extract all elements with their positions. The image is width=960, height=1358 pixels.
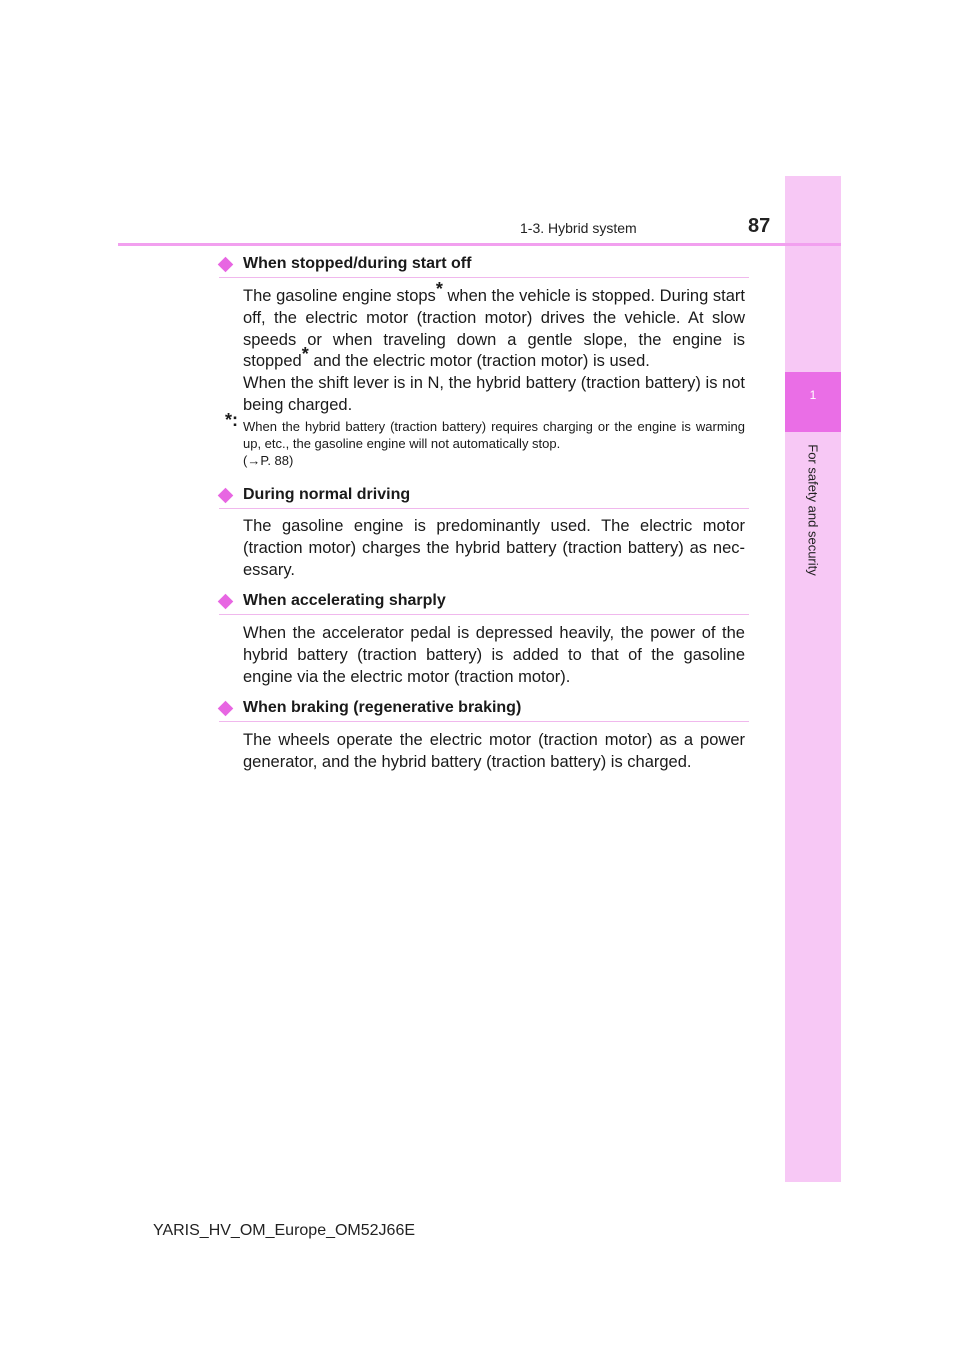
text-run: and the electric motor (traction motor) is used. bbox=[308, 352, 650, 371]
heading-braking bbox=[219, 699, 749, 722]
paragraph-braking: The wheels operate the electric motor (traction motor) as a power generator, and the hybrid battery (traction battery) is charged. bbox=[243, 731, 745, 771]
text-run: when the vehicle is stopped. During start off, the electric motor (traction motor) drives the vehicle. At slow speeds or when traveling down a gentle slope, the engine is stopped bbox=[243, 287, 745, 371]
chapter-tab-marker bbox=[785, 372, 841, 432]
paragraph-accelerating: When the accelerator pedal is depressed heavily, the power of the hybrid battery (traction battery) is added to that of the gasoline engine via the electric motor (traction motor). bbox=[243, 624, 745, 686]
header-divider bbox=[118, 243, 841, 246]
chapter-title: For safety and security bbox=[805, 444, 821, 576]
section-title: 1-3. Hybrid system bbox=[520, 220, 637, 236]
diamond-bullet-icon bbox=[218, 488, 234, 504]
paragraph-normal-driving: The gasoline engine is predominantly used. The electric motor (traction motor) charges the hybrid battery (traction battery) as nec-essary. bbox=[243, 517, 745, 579]
diamond-bullet-icon bbox=[218, 701, 234, 717]
page-reference-link[interactable]: (→P. 88) bbox=[243, 453, 294, 468]
diamond-bullet-icon bbox=[218, 257, 234, 273]
chapter-side-tab bbox=[785, 176, 841, 1182]
document-code: YARIS_HV_OM_Europe_OM52J66E bbox=[152, 1222, 416, 1239]
paragraph-shift-lever: When the shift lever is in N, the hybrid battery (traction battery) is not being charged. bbox=[243, 374, 745, 414]
diamond-bullet-icon bbox=[218, 594, 234, 610]
page-number: 87 bbox=[748, 215, 771, 237]
heading-stopped bbox=[219, 255, 749, 278]
heading-text: During normal driving bbox=[243, 486, 411, 503]
heading-text: When stopped/during start off bbox=[243, 255, 472, 272]
heading-normal-driving bbox=[219, 486, 749, 509]
footnote-marker: *: bbox=[225, 410, 238, 430]
asterisk-mark: * bbox=[301, 344, 309, 365]
heading-text: When braking (regenerative braking) bbox=[243, 699, 522, 716]
footnote bbox=[225, 412, 745, 469]
text-run: The gasoline engine stops bbox=[243, 287, 436, 305]
footnote-text: When the hybrid battery (traction battery) requires charging or the engine is warming up, etc., the gasoline engine will not automatically stop. bbox=[243, 419, 745, 451]
paragraph-stopped bbox=[243, 279, 745, 373]
heading-text: When accelerating sharply bbox=[243, 592, 446, 609]
document-code-footer bbox=[0, 1222, 960, 1240]
chapter-number: 1 bbox=[809, 388, 817, 402]
asterisk-mark: * bbox=[435, 279, 443, 299]
heading-accelerating bbox=[219, 592, 749, 615]
